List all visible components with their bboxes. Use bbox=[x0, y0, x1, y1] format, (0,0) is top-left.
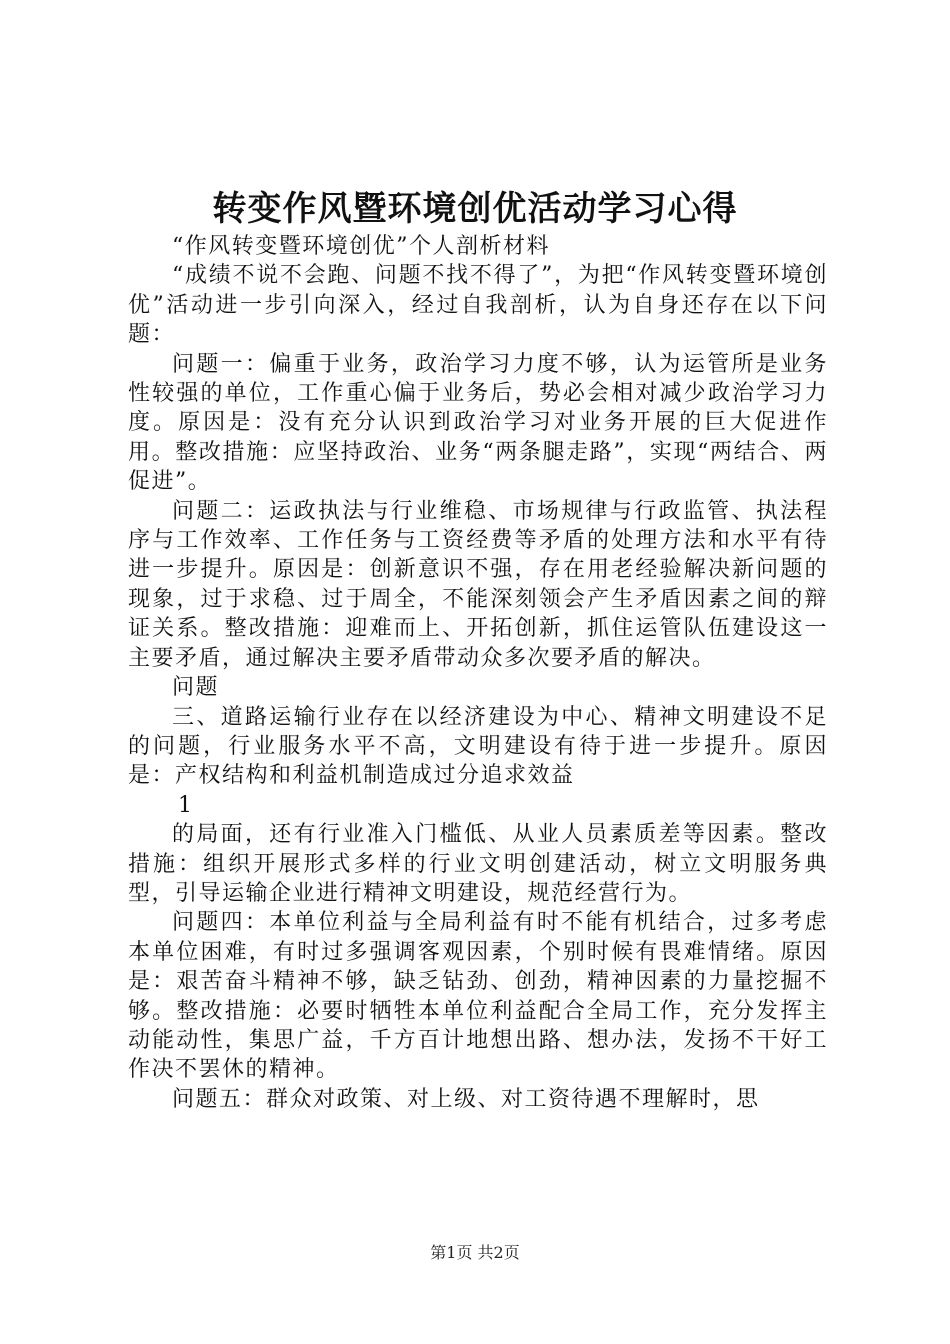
paragraph-problem-two: 问题二：运政执法与行业维稳、市场规律与行政监管、执法程序与工作效率、工作任务与工资经费等矛盾的处理方法和水平有待进一步提升。原因是：创新意识不强，存在用老经验解决新问题的现象，过于求稳、过于周全，不能深刻领会产生矛盾因素之间的辩证关系。整改措施：迎难而上、开拓创新，抓住运管队伍建设这一主要矛盾，通过解决主要矛盾带动众多次要矛盾的解决。 bbox=[128, 498, 828, 671]
paragraph-problem-three-continued: 的局面，还有行业准入门槛低、从业人员素质差等因素。整改措施：组织开展形式多样的行业文明创建活动，树立文明服务典型，引导运输企业进行精神文明建设，规范经营行为。 bbox=[128, 822, 828, 906]
page-footer: 第1页 共2页 bbox=[430, 1243, 520, 1262]
paragraph-problem-three: 三、道路运输行业存在以经济建设为中心、精神文明建设不足的问题，行业服务水平不高，文明建设有待于进一步提升。原因是：产权结构和利益机制造成过分追求效益 bbox=[128, 704, 828, 789]
paragraph-problem-label: 问题 bbox=[172, 675, 220, 701]
document-subtitle: “作风转变暨环境创优”个人剖析材料 bbox=[172, 234, 550, 259]
paragraph-intro: “成绩不说不会跑、问题不找不得了”，为把“作风转变暨环境创优”活动进一步引向深入，经过自我剖析，认为自身还存在以下问题： bbox=[128, 263, 828, 348]
inline-page-number: 1 bbox=[178, 792, 194, 818]
paragraph-problem-four: 问题四：本单位利益与全局利益有时不能有机结合，过多考虑本单位困难，有时过多强调客观因素，个别时候有畏难情绪。原因是：艰苦奋斗精神不够，缺乏钻劲、创劲，精神因素的力量挖掘不够。整改措施：必要时牺牲本单位利益配合全局工作，充分发挥主动能动性，集思广益，千方百计地想出路、想办法，发扬不干好工作决不罢休的精神。 bbox=[128, 910, 828, 1083]
paragraph-problem-five: 问题五：群众对政策、对上级、对工资待遇不理解时，思 bbox=[172, 1086, 760, 1112]
document-body bbox=[128, 232, 828, 1114]
paragraph-problem-one: 问题一：偏重于业务，政治学习力度不够，认为运管所是业务性较强的单位，工作重心偏于业务后，势必会相对减少政治学习力度。原因是：没有充分认识到政治学习对业务开展的巨大促进作用。整改措施：应坚持政治、业务“两条腿走路”，实现“两结合、两促进”。 bbox=[128, 351, 828, 495]
document-title: 转变作风暨环境创优活动学习心得 bbox=[212, 189, 738, 229]
